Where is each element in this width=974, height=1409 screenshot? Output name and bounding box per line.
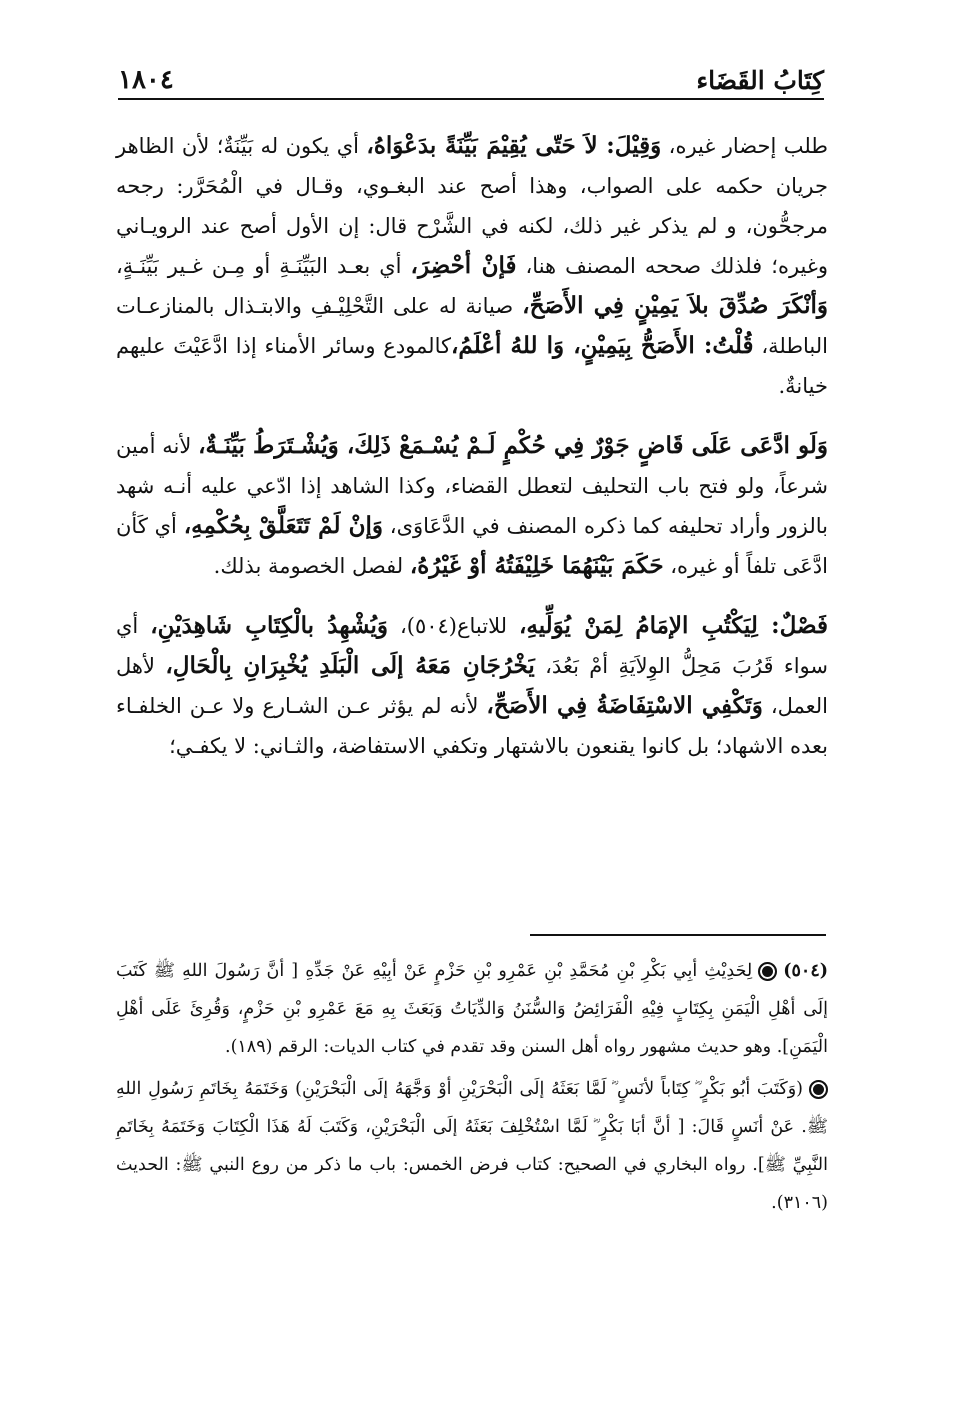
main-text [116,126,828,766]
text-run: لأنه لم يؤثر عـن الشـارع ولا عـن الخلفـاء بعده الاشهاد؛ بل كانوا يقنعون بالاشتهار وتكفي الاستفاضة، والثـاني: لا يكفـي؛ [116,694,828,758]
footnote [116,952,828,1066]
matn-text: حَكَمَ بَيْنَهُمَا خَلِيْفَتُهُ أوْ غَيْرُهُ، [409,552,664,579]
running-title: كِتَابُ القَضَاء [696,66,824,95]
footnote-text: لِحَدِيْثِ أبِي بَكْرِ بْنِ مُحَمَّدِ بْنِ عَمْرِو بْنِ حَزْمٍ عَنْ أبِيْهِ عَنْ جَدِّهِ [ أنَّ رَسُولَ اللهِ ﷺ كَتَبَ إلَى أهْلِ الْيَمَنِ بِكِتَابٍ فِيْهِ الْفَرَائِضُ وَالسُّنَنُ وَالدِّيَاتُ وَبَعَثَ بِهِ مَعَ عَمْرِو بْنِ حَزْمٍ، وَقُرِئَ عَلَى أهْلِ الْيَمَنِ]. وهو حديث مشهور رواه أهل السنن وقد تقدم في كتاب الديات: الرقم (١٨٩). [116,961,828,1057]
footnote-marker: (٥٠٤) [783,961,828,981]
matn-text: وَتَكْفِي الاسْتِفَاضَةُ فِي الأَصَحِّ، [486,692,763,719]
matn-text: وَأنْكَرَ صُدِّقَ بلاَ يَمِيْنٍ فِي الأَصَحِّ، [522,292,828,319]
text-run: كالمودع وسائر الأمناء إذا ادَّعَيْتَ عليهم خيانةٌ. [116,334,828,398]
text-run: طلب إحضار غيره، [661,134,828,158]
text-run: أي يكون له بَيِّنَةٌ؛ لأن الظاهر جريان حكمه على الصواب، وهذا أصح عند البغـوي، وقـال في الْمُحَرَّر: رجحه مرجحُّون، و لم يذكر غير ذلك، لكنه في الشَّرْح قال: إن الأول أصح عند الرويـاني وغيره؛ فلذلك صححه المصنف هنا، [116,134,828,278]
matn-text: قُلْتُ: الأَصَحُّ بِيَمِيْنٍ، وَا للهُ أعْلَمُ، [450,332,754,359]
bullet-icon [758,962,777,981]
matn-text: فَإنْ أحْضِرَ، [410,252,517,279]
text-run: لأهل العمل، [116,654,828,718]
matn-text: وَلَو ادَّعَى عَلَى قَاضٍ جَوْرٌ فِي حُكْمٍ لَـمْ يُسْـمَعْ ذَلِكَ، وَيُشْـتَرَطُ بَيِّنَـةٌ، [198,432,828,459]
matn-text: فَصْلٌ: لِيَكْتُبِ الإمَامُ لِمَنْ يُوَلِّيهِ، [518,612,828,639]
text-run: أي سواء قَرُبَ مَحِلُّ الوِلاَيَةِ أمْ بَعُدَ، [116,614,828,678]
paragraph [116,606,828,766]
text-run: لفصل الخصومة بذلك. [213,554,410,578]
matn-text: وَقِيْلَ: لاَ حَتّى يُقِيْمَ بَيِّنَةً بدَعْوَاهُ، [366,132,662,159]
text-run: أي بعـد البَيِّنَـةِ أو مِـن غـير بَيِّنَـةٍ، [116,254,411,278]
footnote [116,1070,828,1222]
paragraph [116,126,828,406]
text-run: أي كَأن ادَّعَى تلفاً أو غيره، [116,514,828,578]
page-number: ١٨٠٤ [118,65,174,95]
footnotes [116,952,828,1222]
page-header [118,58,824,100]
matn-text: وَإنْ لَمْ تَتَعَلَّقْ بِحُكْمِهِ، [183,512,384,539]
text-run: للاتباع(٥٠٤)، [388,614,519,638]
text-run: صيانة له على التَّحْلِيْـفِ والابتـذال بالمنازعـات الباطلة، [116,294,828,358]
matn-text: يَخْرُجَانِ مَعَهُ إلَى الْبَلَدِ يُخْبِرَانِ بِالْحَالِ، [165,652,535,679]
paragraph [116,426,828,586]
footnote-text: (وَكَتَبَ أبُو بَكْرٍ ؓ كِتَاباً لأنَسٍ ؓ لَمَّا بَعَثَهُ إلَى الْبَحْرَيْنِ أوْ وَجَّهَهُ إلَى الْبَحْرَيْنِ) وَخَتَمَهُ بِخَاتَمِ رَسُولِ اللهِ ﷺ. عَنْ أنَسٍ قَالَ: [ أنَّ أبَا بَكْرٍ ؓ لَمَّا اسْتُخْلِفَ بَعَثَهُ إلَى الْبَحْرَيْنِ، وَكَتَبَ لَهُ هَذَا الْكِتَابَ وَخَتَمَهُ بِخَاتَمِ النَّبِيِّ ﷺ]. رواه البخاري في الصحيح: كتاب فرض الخمس: باب ما ذكر من روع النبي ﷺ: الحديث (٣١٠٦). [116,1079,828,1213]
text-run: لأنه أمين شرعاً، ولو فتح باب التحليف لتعطل القضاء، وكذا الشاهد إذا ادّعي عليه أنـه شهد بالزور وأراد تحليفه كما ذكره المصنف في الدَّعَاوَى، [116,434,828,538]
matn-text: وَيُشْهِدُ بالْكِتَابِ شَاهِدَيْنِ، [150,612,389,639]
bullet-icon [809,1080,828,1099]
footnote-separator [530,934,826,936]
